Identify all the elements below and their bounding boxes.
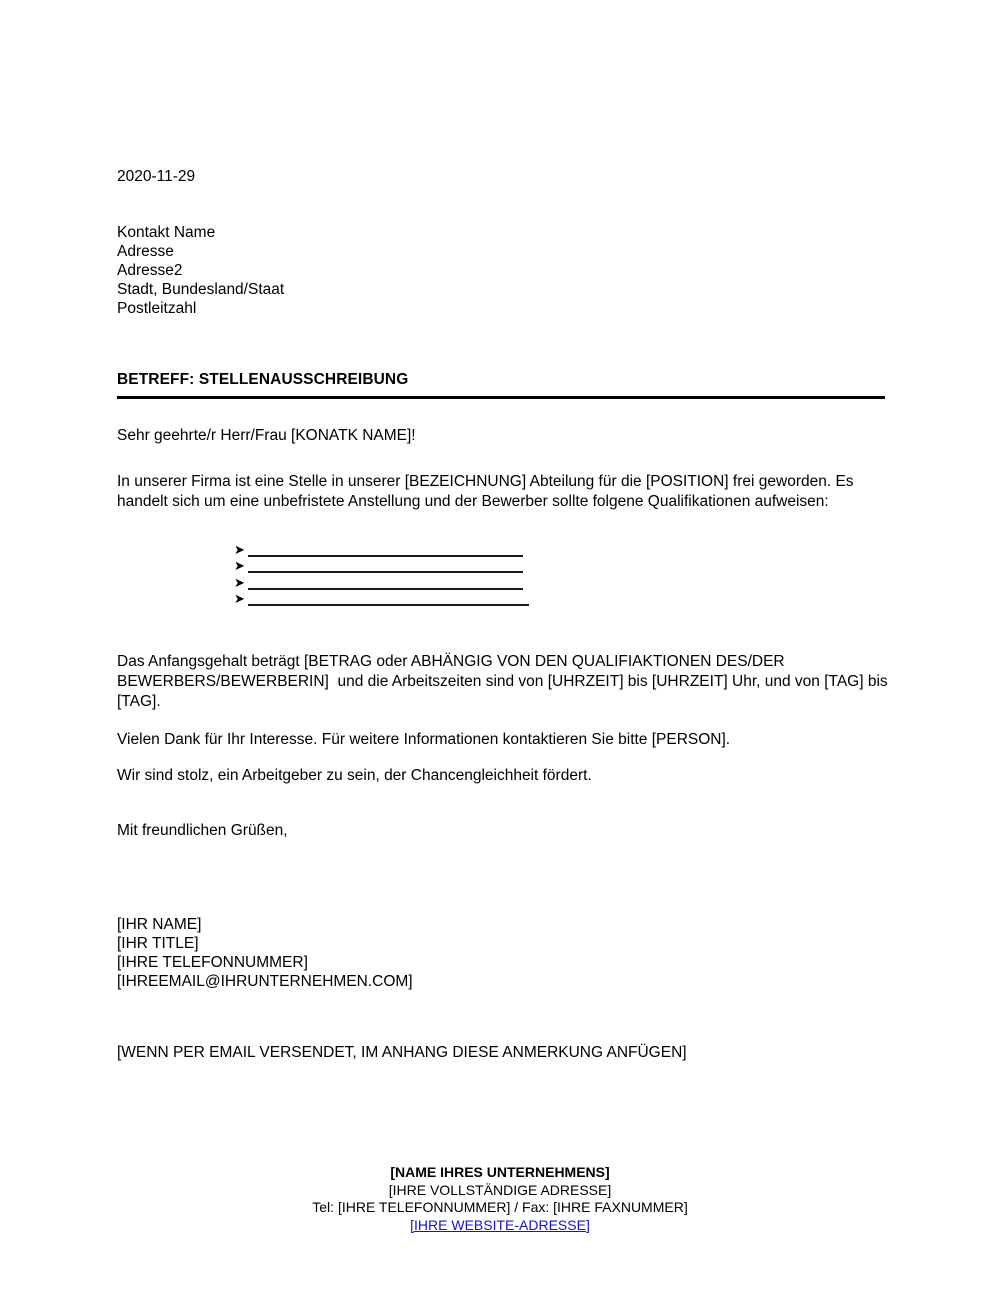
equal-opportunity-paragraph: Wir sind stolz, ein Arbeitgeber zu sein, der Chancengleichheit fördert. — [117, 767, 592, 784]
qualification-item[interactable] — [234, 558, 554, 575]
qualification-blank-line[interactable] — [248, 604, 529, 606]
signature-email: [IHREEMAIL@IHRUNTERNEHMEN.COM] — [117, 973, 413, 990]
signature-name: [IHR NAME] — [117, 916, 202, 933]
page-footer — [0, 1164, 1000, 1234]
qualification-item[interactable] — [234, 541, 554, 558]
footer-contact: Tel: [IHRE TELEFONNUMMER] / Fax: [IHRE FAXNUMMER] — [312, 1199, 688, 1215]
recipient-line-address2: Adresse2 — [117, 262, 183, 279]
recipient-line-name: Kontakt Name — [117, 224, 216, 241]
signature-phone: [IHRE TELEFONNUMMER] — [117, 954, 308, 971]
closing-line: Mit freundlichen Grüßen, — [117, 822, 288, 839]
arrowhead-bullet-icon: ➤ — [234, 591, 245, 607]
thanks-paragraph: Vielen Dank für Ihr Interesse. Für weitere Informationen kontaktieren Sie bitte [PERSON]. — [117, 731, 731, 748]
footer-company-name: [NAME IHRES UNTERNEHMENS] — [390, 1164, 610, 1180]
footer-address: [IHRE VOLLSTÄNDIGE ADRESSE] — [388, 1181, 612, 1198]
signature-block — [117, 915, 413, 991]
footer-website-link[interactable] — [0, 1217, 1000, 1235]
attachment-note: [WENN PER EMAIL VERSENDET, IM ANHANG DIESE ANMERKUNG ANFÜGEN] — [117, 1044, 687, 1061]
intro-paragraph: In unserer Firma ist eine Stelle in unserer [BEZEICHNUNG] Abteilung für die [POSITION] frei geworden. Es handelt sich um eine unbefristete Anstellung und der Bewerber sollte folgene Qualifikationen aufweisen: — [117, 473, 858, 510]
arrowhead-bullet-icon: ➤ — [234, 558, 245, 574]
salary-paragraph: Das Anfangsgehalt beträgt [BETRAG oder ABHÄNGIG VON DEN QUALIFIAKTIONEN DES/DER BEWERBERS/BEWERBERIN] und die Arbeitszeiten sind von [UHRZEIT] bis [UHRZEIT] Uhr, und von [TAG] bis [TAG]. — [117, 653, 892, 710]
subject-line: BETREFF: STELLENAUSSCHREIBUNG — [117, 371, 409, 388]
recipient-line-city-state: Stadt, Bundesland/Staat — [117, 281, 285, 298]
recipient-address-block — [117, 223, 284, 318]
arrowhead-bullet-icon: ➤ — [234, 574, 245, 590]
footer-website-link-text[interactable]: [IHRE WEBSITE-ADRESSE] — [410, 1216, 590, 1233]
qualification-blank-line[interactable] — [248, 588, 523, 590]
qualification-blank-line[interactable] — [248, 555, 523, 557]
arrowhead-bullet-icon: ➤ — [234, 541, 245, 557]
recipient-line-postal-code: Postleitzahl — [117, 300, 197, 317]
letter-date: 2020-11-29 — [117, 168, 196, 185]
salutation-line: Sehr geehrte/r Herr/Frau [KONATK NAME]! — [117, 427, 416, 444]
qualification-item[interactable] — [234, 591, 554, 608]
qualification-item[interactable] — [234, 574, 554, 591]
subject-horizontal-rule — [117, 396, 885, 399]
signature-title: [IHR TITLE] — [117, 935, 199, 952]
recipient-line-address1: Adresse — [117, 243, 174, 260]
qualification-blank-line[interactable] — [248, 571, 523, 573]
qualifications-list — [234, 541, 554, 607]
